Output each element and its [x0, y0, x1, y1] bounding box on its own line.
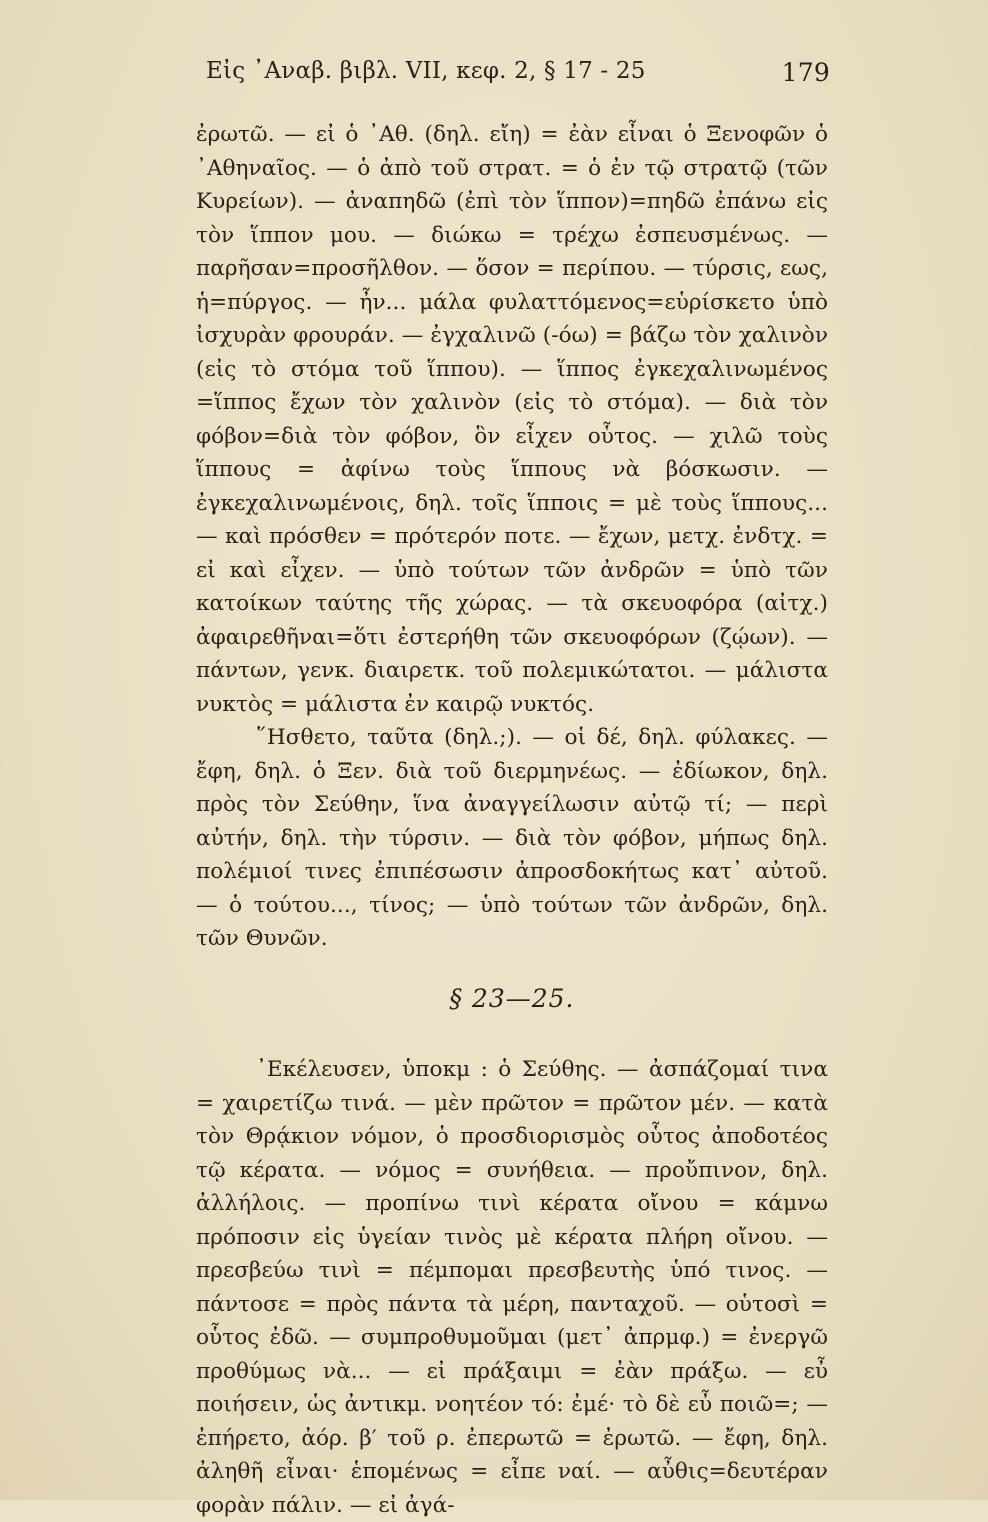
running-title: Εἰς ᾿Αναβ. βιβλ. VII, κεφ. 2, § 17 - 25	[206, 58, 646, 84]
commentary-paragraph-1: ἐρωτῶ. — εἰ ὁ ᾿Αθ. (δηλ. εἴη) = ἐὰν εἶναι ὁ Ξενοφῶν ὁ ᾿Αθηναῖος. — ὁ ἀπὸ τοῦ στρατ. = ὁ ἐν τῷ στρατῷ (τῶν Κυρείων). — ἀναπηδῶ (ἐπὶ τὸν ἵππον)=πηδῶ ἐπάνω εἰς τὸν ἵππον μου. — διώκω = τρέχω ἐσπευσμένως. — παρῆσαν=προσῆλθον. — ὅσον = περίπου. — τύρσις, εως, ἡ=πύργος. — ἦν... μάλα φυλαττόμενος=εὑρίσκετο ὑπὸ ἰσχυρὰν φρουράν. — ἐγχαλινῶ (-όω) = βάζω τὸν χαλινὸν (εἰς τὸ στόμα τοῦ ἵππου). — ἵππος ἐγκεχαλινωμένος =ἵππος ἔχων τὸν χαλινὸν (εἰς τὸ στόμα). — διὰ τὸν φόβον=διὰ τὸν φόβον, ὃν εἶχεν οὗτος. — χιλῶ τοὺς ἵππους = ἀφίνω τοὺς ἵππους νὰ βόσκωσιν. — ἐγκεχαλινωμένοις, δηλ. τοῖς ἵπποις = μὲ τοὺς ἵππους... — καὶ πρόσθεν = πρότερόν ποτε. — ἔχων, μετχ. ἐνδτχ. = εἰ καὶ εἶχεν. — ὑπὸ τούτων τῶν ἀνδρῶν = ὑπὸ τῶν κατοίκων ταύτης τῆς χώρας. — τὰ σκευοφόρα (αἰτχ.) ἀφαιρεθῆναι=ὅτι ἐστερήθη τῶν σκευοφόρων (ζῴων). — πάντων, γενκ. διαιρετκ. τοῦ πολεμικώτατοι. — μάλιστα νυκτὸς = μάλιστα ἐν καιρῷ νυκτός.	[196, 122, 828, 717]
commentary-paragraph-2: ῞Ησθετο, ταῦτα (δηλ.;). — οἱ δέ, δηλ. φύλακες. — ἔφη, δηλ. ὁ Ξεν. διὰ τοῦ διερμηνέως. — ἐδίωκον, δηλ. πρὸς τὸν Σεύθην, ἵνα ἀναγγείλωσιν αὐτῷ τί; — περὶ αὐτήν, δηλ. τὴν τύρσιν. — διὰ τὸν φόβον, μήπως δηλ. πολέμιοί τινες ἐπιπέσωσιν ἀπροσδοκήτως κατ᾿ αὐτοῦ. — ὁ τούτου..., τίνος; — ὑπὸ τούτων τῶν ἀνδρῶν, δηλ. τῶν Θυνῶν.	[196, 725, 828, 951]
commentary-paragraph-3: ᾿Εκέλευσεν, ὑποκμ : ὁ Σεύθης. — ἀσπάζομαί τινα = χαιρετίζω τινά. — μὲν πρῶτον = πρῶτον μέν. — κατὰ τὸν Θρᾴκιον νόμον, ὁ προσδιορισμὸς οὗτος ἀποδοτέος τῷ κέρατα. — νόμος = συνήθεια. — προὔπινον, δηλ. ἀλλήλοις. — προπίνω τινὶ κέρατα οἴνου = κάμνω πρόποσιν εἰς ὑγείαν τινὸς μὲ κέρατα πλήρη οἴνου. — πρεσβεύω τινὶ = πέμπομαι πρεσβευτὴς ὑπό τινος. — πάντοσε = πρὸς πάντα τὰ μέρη, πανταχοῦ. — οὑτοσὶ = οὗτος ἐδῶ. — συμπροθυμοῦμαι (μετ᾿ ἀπρμφ.) = ἐνεργῶ προθύμως νὰ... — εἰ πράξαιμι = ἐὰν πράξω. — εὖ ποιήσειν, ὡς ἀντικμ. νοητέον τό: ἐμέ· τὸ δὲ εὖ ποιῶ=; — ἐπήρετο, ἀόρ. β′ τοῦ ρ. ἐπερωτῶ = ἐρωτῶ. — ἔφη, δηλ. ἀληθῆ εἶναι· ἑπομένως = εἶπε ναί. — αὖθις=δευτέραν φορὰν πάλιν. — εἰ ἀγά-	[196, 1057, 828, 1518]
running-head	[196, 58, 828, 98]
page-number: 179	[781, 58, 830, 87]
section-heading: § 23—25.	[449, 983, 575, 1013]
body-text	[196, 118, 828, 1522]
